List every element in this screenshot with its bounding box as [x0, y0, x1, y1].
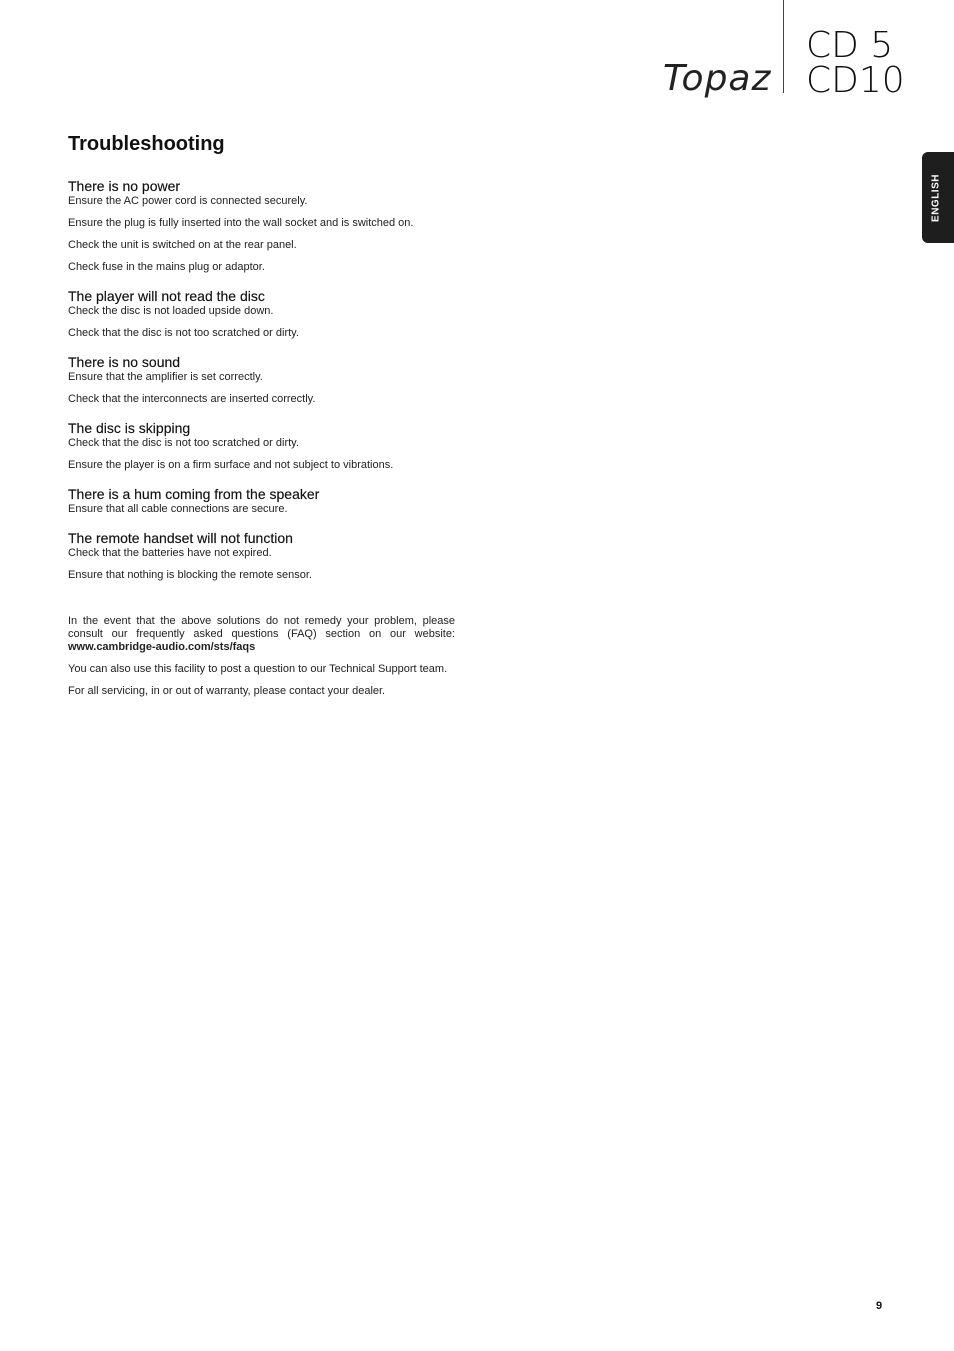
section-heading: There is a hum coming from the speaker	[68, 486, 320, 502]
section-no-power	[68, 177, 455, 274]
language-tab-label: ENGLISH	[930, 174, 942, 222]
section-line: Ensure the player is on a firm surface and not subject to vibrations.	[68, 459, 394, 471]
section-disc-not-read	[68, 287, 455, 340]
section-line: Check that the disc is not too scratched or dirty.	[68, 327, 299, 339]
section-remote-not-working	[68, 529, 455, 582]
section-hum-speaker	[68, 485, 455, 516]
section-line: Check that the disc is not too scratched or dirty.	[68, 437, 299, 449]
servicing-paragraph: For all servicing, in or out of warranty, please contact your dealer.	[68, 685, 386, 697]
troubleshooting-content	[68, 130, 455, 707]
section-line: Check the disc is not loaded upside down.	[68, 305, 274, 317]
section-heading: There is no sound	[68, 354, 181, 370]
page-number: 9	[876, 1300, 883, 1312]
section-heading: The player will not read the disc	[68, 288, 265, 304]
section-line: Check that the interconnects are inserted correctly.	[68, 393, 316, 405]
section-line: Check fuse in the mains plug or adaptor.	[68, 261, 265, 273]
section-heading: There is no power	[68, 178, 181, 194]
section-line: Ensure that nothing is blocking the remote sensor.	[68, 569, 312, 581]
footer-notes	[68, 615, 455, 698]
faq-intro-text: In the event that the above solutions do not remedy your problem, please consult our frequently asked questions (FAQ) section on our website:	[68, 615, 455, 640]
section-no-sound	[68, 353, 455, 406]
section-line: Ensure the AC power cord is connected securely.	[68, 195, 308, 207]
section-line: Check the unit is switched on at the rear panel.	[68, 239, 297, 251]
model-name-cd10: CD10	[806, 60, 905, 101]
section-line: Ensure that the amplifier is set correctly.	[68, 371, 263, 383]
faq-paragraph	[68, 615, 455, 654]
page-title: Troubleshooting	[68, 133, 225, 155]
section-heading: The disc is skipping	[68, 420, 191, 436]
section-line: Check that the batteries have not expired.	[68, 547, 272, 559]
section-line: Ensure that all cable connections are secure.	[68, 503, 288, 515]
section-line: Ensure the plug is fully inserted into the wall socket and is switched on.	[68, 217, 414, 229]
header-divider	[783, 0, 784, 93]
support-paragraph: You can also use this facility to post a question to our Technical Support team.	[68, 663, 448, 675]
model-name-cd5: CD 5	[806, 25, 894, 66]
section-heading: The remote handset will not function	[68, 530, 293, 546]
faq-url-link[interactable]: www.cambridge-audio.com/sts/faqs	[68, 641, 256, 653]
brand-logo: Topaz	[663, 58, 772, 99]
language-tab[interactable]	[922, 152, 954, 243]
section-disc-skipping	[68, 419, 455, 472]
